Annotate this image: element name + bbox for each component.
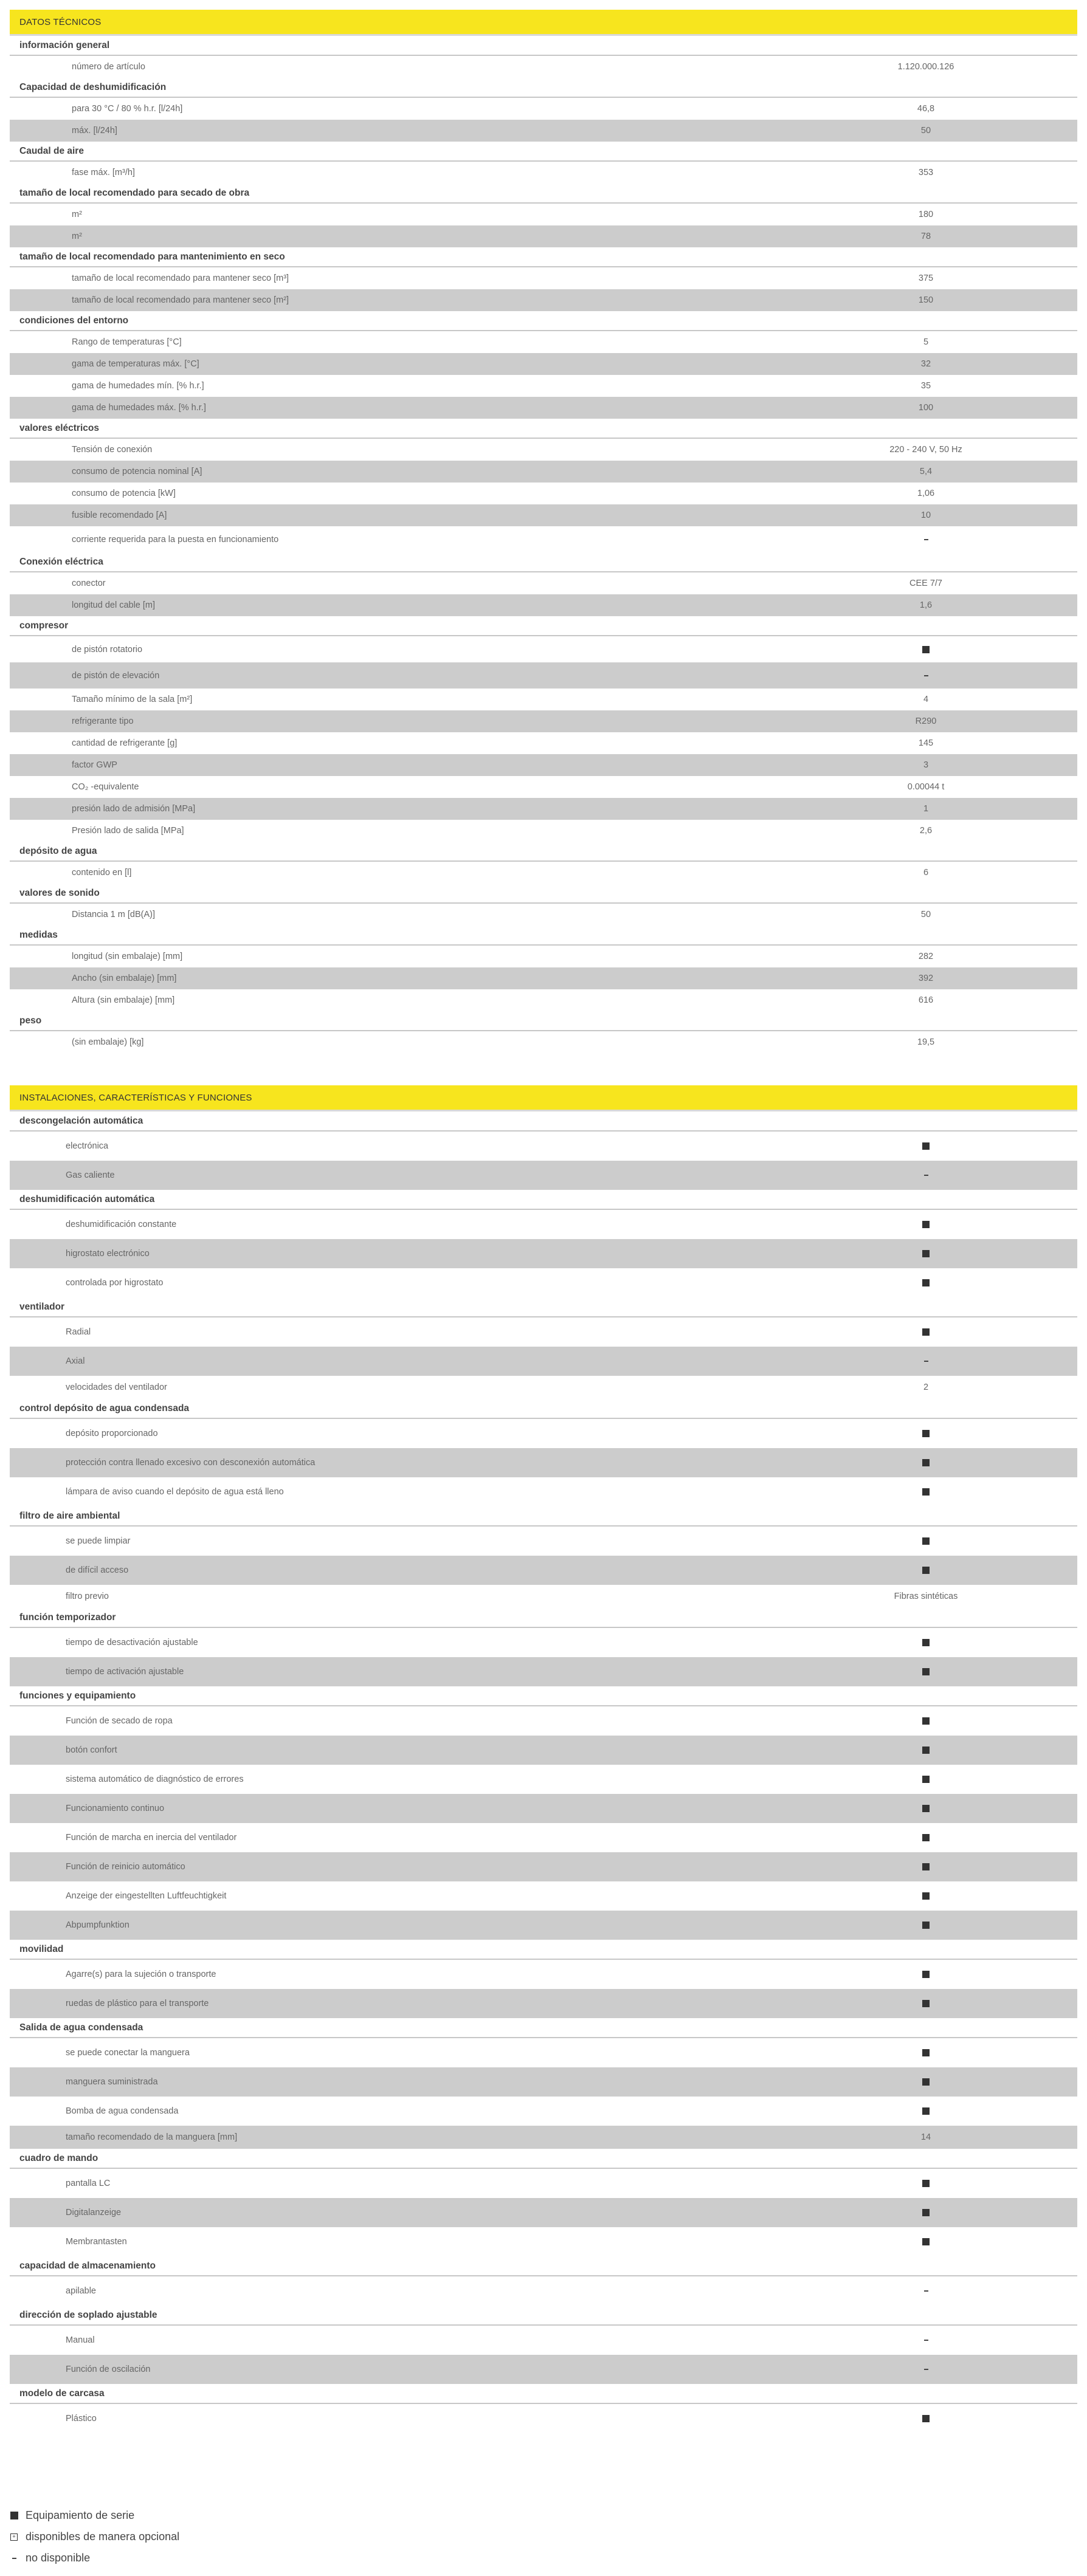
spec-row [10,98,1077,120]
legend-label: no disponible [26,2552,91,2564]
spec-label: gama de humedades máx. [% h.r.] [72,403,206,413]
spec-label: Tamaño mínimo de la sala [m²] [72,695,193,704]
spec-value: 1 [923,804,929,814]
spec-label: velocidades del ventilador [66,1382,167,1392]
section-header: Conexión eléctrica [10,552,1077,572]
spec-row [10,689,1077,710]
spec-indicator [798,1220,1077,1229]
technical-data-title: DATOS TÉCNICOS [10,10,1077,36]
section-header: funciones y equipamiento [10,1686,1077,1706]
spec-label: se puede conectar la manguera [66,2048,190,2058]
spec-indicator [798,2237,1077,2247]
spec-row [10,162,1077,184]
spec-indicator [798,2208,1077,2217]
filled-square-icon [922,2238,930,2245]
spec-label: máx. [l/24h] [72,126,117,136]
technical-data-table [10,10,1077,1053]
spec-row [10,2169,1077,2198]
spec-indicator [798,1774,1077,1784]
spec-row [10,1989,1077,2018]
spec-row [10,1376,1077,1399]
filled-square-icon [922,1279,930,1286]
spec-label: Presión lado de salida [MPa] [72,826,184,836]
spec-label: Distancia 1 m [dB(A)] [72,910,155,919]
spec-label: Agarre(s) para la sujeción o transporte [66,1970,216,1979]
section-header: medidas [10,926,1077,946]
spec-label: tamaño recomendado de la manguera [mm] [66,2132,238,2142]
section-header: depósito de agua [10,842,1077,862]
spec-label: Abpumpfunktion [66,1920,129,1930]
spec-row [10,572,1077,594]
spec-label: Radial [66,1327,91,1337]
spec-row [10,1132,1077,1161]
spec-row [10,267,1077,289]
spec-label: m² [72,232,82,241]
spec-row [10,732,1077,754]
spec-label: Función de secado de ropa [66,1716,173,1726]
spec-label: consumo de potencia [kW] [72,489,176,498]
spec-row [10,526,1077,552]
legend-item [10,2547,374,2569]
filled-square-icon [922,1717,930,1725]
filled-square-icon [922,1567,930,1574]
spec-row [10,2038,1077,2067]
spec-indicator [798,1141,1077,1151]
spec-indicator [798,1278,1077,1288]
spec-indicator [798,1565,1077,1575]
spec-indicator [798,1970,1077,1979]
spec-label: factor GWP [72,760,117,770]
section-header: tamaño de local recomendado para secado de obra [10,184,1077,204]
spec-value: 5,4 [919,467,933,476]
section-header: movilidad [10,1940,1077,1960]
spec-row [10,710,1077,732]
filled-square-icon [922,2209,930,2216]
spec-row [10,754,1077,776]
spec-label: Rango de temperaturas [°C] [72,337,182,347]
spec-label: gama de humedades mín. [% h.r.] [72,381,204,391]
spec-label: ruedas de plástico para el transporte [66,1999,209,2008]
dash-icon [924,1361,928,1362]
filled-square-icon [922,1776,930,1783]
spec-value: 1.120.000.126 [897,62,954,72]
spec-row [10,1628,1077,1657]
legend [10,2505,374,2569]
features-table [10,1085,1077,2433]
spec-label: longitud del cable [m] [72,600,156,610]
spec-indicator [798,2179,1077,2188]
filled-square-icon [922,1142,930,1150]
filled-square-icon [922,1668,930,1675]
spec-value: 375 [918,273,934,283]
spec-row [10,1556,1077,1585]
spec-label: Funcionamiento continuo [66,1804,165,1813]
spec-label: sistema automático de diagnóstico de errores [66,1774,244,1784]
spec-label: Función de reinicio automático [66,1862,185,1872]
spec-label: presión lado de admisión [MPa] [72,804,196,814]
spec-row [10,483,1077,504]
filled-square-icon [922,646,930,653]
spec-indicator [798,535,1077,544]
spec-value: 150 [918,295,934,305]
spec-indicator [798,1458,1077,1468]
dash-icon [924,539,928,540]
spec-row [10,1239,1077,1268]
spec-value: 0.00044 t [907,782,945,792]
spec-value: 6 [923,868,929,878]
spec-value: 78 [920,232,931,241]
spec-label: tiempo de desactivación ajustable [66,1638,198,1647]
spec-label: protección contra llenado excesivo con desconexión automática [66,1458,316,1468]
spec-row [10,2067,1077,2097]
spec-label: Plástico [66,2414,97,2423]
spec-row [10,1527,1077,1556]
filled-square-icon [922,1892,930,1900]
spec-row [10,1161,1077,1190]
spec-label: gama de temperaturas máx. [°C] [72,359,199,369]
section-header: condiciones del entorno [10,311,1077,331]
spec-row [10,1765,1077,1794]
filled-square-icon [922,1971,930,1978]
spec-label: refrigerante tipo [72,716,134,726]
spec-value: 2,6 [919,826,933,836]
spec-row [10,1794,1077,1823]
spec-label: fusible recomendado [A] [72,510,167,520]
spec-label: deshumidificación constante [66,1220,177,1229]
spec-label: consumo de potencia nominal [A] [72,467,202,476]
spec-label: contenido en [l] [72,868,132,878]
spec-row [10,1881,1077,1911]
spec-indicator [798,1833,1077,1843]
section-header: filtro de aire ambiental [10,1506,1077,1527]
spec-label: fase máx. [m³/h] [72,168,135,177]
spec-label: Membrantasten [66,2237,127,2247]
spec-label: lámpara de aviso cuando el depósito de agua está lleno [66,1487,284,1497]
spec-row [10,776,1077,798]
spec-label: Axial [66,1356,85,1366]
spec-row [10,1960,1077,1989]
legend-icon [10,2558,18,2559]
section-header: modelo de carcasa [10,2384,1077,2404]
spec-label: botón confort [66,1745,117,1755]
spec-row [10,2276,1077,2306]
spec-indicator [798,1356,1077,1366]
legend-icon [10,2533,18,2541]
section-header: control depósito de agua condensada [10,1399,1077,1419]
section-header: compresor [10,616,1077,636]
spec-label: Función de marcha en inercia del ventilador [66,1833,237,1843]
filled-square-icon [10,2512,18,2519]
spec-row [10,397,1077,419]
spec-label: tamaño de local recomendado para mantener seco [m²] [72,295,289,305]
spec-label: pantalla LC [66,2179,111,2188]
section-header: información general [10,36,1077,56]
spec-row [10,662,1077,689]
section-header: tamaño de local recomendado para mantenimiento en seco [10,247,1077,267]
spec-row [10,989,1077,1011]
section-header: Salida de agua condensada [10,2018,1077,2038]
spec-label: electrónica [66,1141,109,1151]
legend-item [10,2526,374,2547]
spec-row [10,2126,1077,2149]
spec-label: cantidad de refrigerante [g] [72,738,178,748]
spec-value: 1,06 [917,489,935,498]
spec-row [10,1448,1077,1477]
filled-square-icon [922,1747,930,1754]
section-header: función temporizador [10,1608,1077,1628]
spec-label: (sin embalaje) [kg] [72,1037,144,1047]
spec-label: higrostato electrónico [66,1249,150,1259]
spec-indicator [798,1638,1077,1647]
filled-square-icon [922,1459,930,1466]
spec-label: longitud (sin embalaje) [mm] [72,952,183,961]
spec-value: 46,8 [917,104,935,114]
spec-row [10,636,1077,662]
spec-row [10,204,1077,225]
spec-value: 220 - 240 V, 50 Hz [889,445,962,455]
spec-label: controlada por higrostato [66,1278,164,1288]
spec-indicator [798,2335,1077,2345]
spec-value: 32 [920,359,931,369]
section-header: Capacidad de deshumidificación [10,78,1077,98]
spec-indicator [798,2286,1077,2296]
filled-square-icon [922,1863,930,1870]
spec-label: m² [72,210,82,219]
legend-label: Equipamiento de serie [26,2509,135,2521]
spec-indicator [798,1716,1077,1726]
spec-row [10,1736,1077,1765]
spec-label: número de artículo [72,62,145,72]
section-header: descongelación automática [10,1111,1077,1132]
filled-square-icon [922,1537,930,1545]
spec-label: de pistón rotatorio [72,644,143,654]
filled-square-icon [922,1328,930,1336]
spec-value: R290 [915,716,937,726]
spec-label: Digitalanzeige [66,2208,122,2217]
spec-row [10,1585,1077,1608]
spec-row [10,1477,1077,1506]
spec-row [10,2198,1077,2227]
spec-value: 4 [923,695,929,704]
filled-square-icon [922,1639,930,1646]
spec-row [10,1823,1077,1852]
spec-label: depósito proporcionado [66,1429,158,1438]
dash-icon [12,2558,16,2559]
spec-value: 100 [918,403,934,413]
section-header: capacidad de almacenamiento [10,2256,1077,2276]
spec-value: 353 [918,168,934,177]
spec-indicator [798,645,1077,654]
spec-label: Función de oscilación [66,2365,151,2374]
spec-row [10,439,1077,461]
section-header: peso [10,1011,1077,1031]
filled-square-icon [922,1805,930,1812]
section-header: Caudal de aire [10,142,1077,162]
spec-value: 145 [918,738,934,748]
spec-value: 50 [920,126,931,136]
spec-label: se puede limpiar [66,1536,131,1546]
spec-row [10,2404,1077,2433]
spec-label: Altura (sin embalaje) [mm] [72,995,175,1005]
spec-value: 50 [920,910,931,919]
spec-value: CEE 7/7 [909,579,942,588]
spec-row [10,946,1077,967]
legend-icon [10,2512,18,2519]
dash-icon [924,1175,928,1176]
spec-label: Ancho (sin embalaje) [mm] [72,974,177,983]
spec-label: corriente requerida para la puesta en funcionamiento [72,534,279,544]
spec-label: Manual [66,2335,95,2345]
filled-square-icon [922,2000,930,2007]
spec-indicator [798,1536,1077,1546]
spec-label: conector [72,579,106,588]
spec-value: 616 [918,995,934,1005]
dash-icon [924,2369,928,2370]
spec-row [10,1317,1077,1347]
spec-indicator [798,1327,1077,1337]
spec-indicator [798,1429,1077,1438]
spec-value: 2 [923,1382,929,1392]
spec-row [10,1911,1077,1940]
spec-label: manguera suministrada [66,2077,158,2087]
spec-row [10,1852,1077,1881]
spec-indicator [798,2048,1077,2058]
spec-row [10,331,1077,353]
spec-sheet [10,10,1077,2433]
features-title: INSTALACIONES, CARACTERÍSTICAS Y FUNCIONES [10,1085,1077,1111]
spec-value: 14 [920,2132,931,2142]
filled-square-icon [922,2078,930,2086]
filled-square-icon [922,1834,930,1841]
spec-row [10,1419,1077,1448]
spec-row [10,461,1077,483]
spec-value: 282 [918,952,934,961]
spec-value: 5 [923,337,929,347]
filled-square-icon [922,1430,930,1437]
legend-label: disponibles de manera opcional [26,2530,180,2543]
spec-row [10,862,1077,884]
spec-indicator [798,2077,1077,2087]
spec-row [10,1706,1077,1736]
spec-row [10,289,1077,311]
spec-row [10,504,1077,526]
spec-indicator [798,1804,1077,1813]
spec-label: de difícil acceso [66,1565,129,1575]
spec-row [10,967,1077,989]
spec-row [10,1210,1077,1239]
spec-label: filtro previo [66,1592,109,1601]
spec-row [10,1268,1077,1297]
spec-indicator [798,1249,1077,1259]
filled-square-icon [922,1250,930,1257]
spec-label: tamaño de local recomendado para mantener seco [m³] [72,273,289,283]
spec-row [10,820,1077,842]
spec-row [10,120,1077,142]
spec-row [10,2227,1077,2256]
spec-label: tiempo de activación ajustable [66,1667,184,1677]
spec-indicator [798,1999,1077,2008]
boxed-plus-icon: + [10,2533,18,2541]
spec-value: 392 [918,974,934,983]
spec-value: 1,6 [919,600,933,610]
section-header: ventilador [10,1297,1077,1317]
spec-label: de pistón de elevación [72,670,160,681]
section-header: deshumidificación automática [10,1190,1077,1210]
spec-label: CO₂ -equivalente [72,782,139,792]
filled-square-icon [922,2049,930,2056]
spec-row [10,1031,1077,1053]
spec-row [10,2326,1077,2355]
spec-row [10,904,1077,926]
spec-label: Anzeige der eingestellten Luftfeuchtigkeit [66,1891,227,1901]
spec-row [10,1657,1077,1686]
spec-indicator [798,1170,1077,1180]
spec-indicator [798,2365,1077,2374]
spec-row [10,2355,1077,2384]
spec-label: apilable [66,2286,96,2296]
spec-indicator [798,2106,1077,2116]
spec-row [10,225,1077,247]
spec-indicator [798,2414,1077,2423]
dash-icon [924,2290,928,2292]
spec-row [10,375,1077,397]
spec-row [10,56,1077,78]
spec-indicator [798,1745,1077,1755]
spec-row [10,2097,1077,2126]
spec-indicator [798,671,1077,681]
section-header: cuadro de mando [10,2149,1077,2169]
spec-label: Bomba de agua condensada [66,2106,179,2116]
spec-indicator [798,1891,1077,1901]
dash-icon [924,675,928,676]
legend-item [10,2505,374,2526]
spec-row [10,798,1077,820]
section-header: dirección de soplado ajustable [10,2306,1077,2326]
dash-icon [924,2340,928,2341]
spec-indicator [798,1862,1077,1872]
spec-value: 3 [923,760,929,770]
section-header: valores eléctricos [10,419,1077,439]
spec-indicator [798,1487,1077,1497]
spec-value: Fibras sintéticas [894,1592,958,1601]
spec-label: Gas caliente [66,1170,115,1180]
filled-square-icon [922,1488,930,1496]
spec-value: 19,5 [917,1037,935,1047]
spec-indicator [798,1667,1077,1677]
spec-label: Tensión de conexión [72,445,153,455]
filled-square-icon [922,1922,930,1929]
spec-value: 180 [918,210,934,219]
spec-label: para 30 °C / 80 % h.r. [l/24h] [72,104,183,114]
spec-row [10,594,1077,616]
spec-value: 35 [920,381,931,391]
spec-indicator [798,1920,1077,1930]
spec-row [10,353,1077,375]
spec-value: 10 [920,510,931,520]
filled-square-icon [922,2415,930,2422]
filled-square-icon [922,2180,930,2187]
section-header: valores de sonido [10,884,1077,904]
filled-square-icon [922,1221,930,1228]
filled-square-icon [922,2107,930,2115]
spec-row [10,1347,1077,1376]
